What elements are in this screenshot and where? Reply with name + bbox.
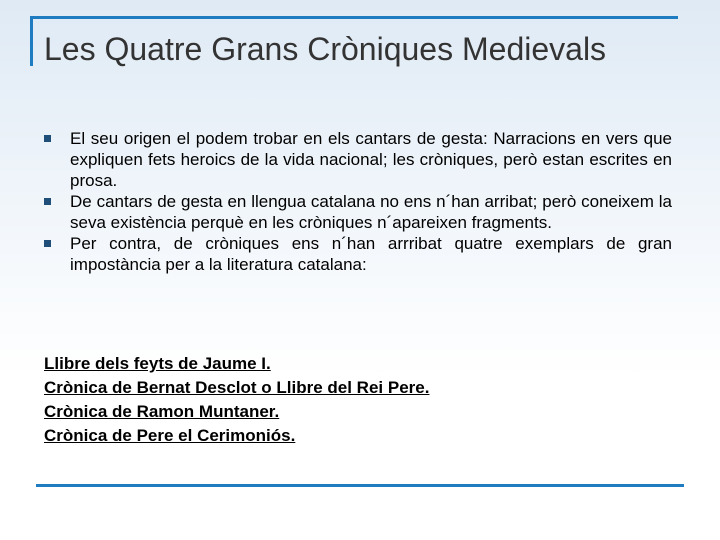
- bullet-item: [44, 128, 672, 191]
- bullet-text: Per contra, de cròniques ens n´han arrribat quatre exemplars de gran impostància per a la literatura catalana:: [70, 234, 672, 274]
- work-title: Llibre dels feyts de Jaume I.: [44, 354, 271, 373]
- bullet-item: [44, 233, 672, 275]
- work-title: Crònica de Ramon Muntaner.: [44, 402, 280, 421]
- bottom-border: [36, 484, 684, 487]
- works-list: [44, 352, 644, 448]
- bullet-list: [44, 128, 672, 275]
- work-title: Crònica de Pere el Cerimoniós.: [44, 426, 296, 445]
- bullet-item: [44, 191, 672, 233]
- square-bullet-icon: [44, 135, 51, 142]
- work-title: Crònica de Bernat Desclot o Llibre del Rei Pere.: [44, 378, 430, 397]
- square-bullet-icon: [44, 240, 51, 247]
- slide-title: Les Quatre Grans Cròniques Medievals: [44, 31, 607, 67]
- top-border: [30, 16, 678, 19]
- bullet-text: De cantars de gesta en llengua catalana no ens n´han arribat; però coneixem la seva existència perquè en les cròniques n´apareixen fragments.: [70, 192, 672, 232]
- left-border: [30, 16, 33, 66]
- bullet-text: El seu origen el podem trobar en els cantars de gesta: Narracions en vers que expliquen fets heroics de la vida nacional; les cròniques, però estan escrites en prosa.: [70, 129, 672, 190]
- square-bullet-icon: [44, 198, 51, 205]
